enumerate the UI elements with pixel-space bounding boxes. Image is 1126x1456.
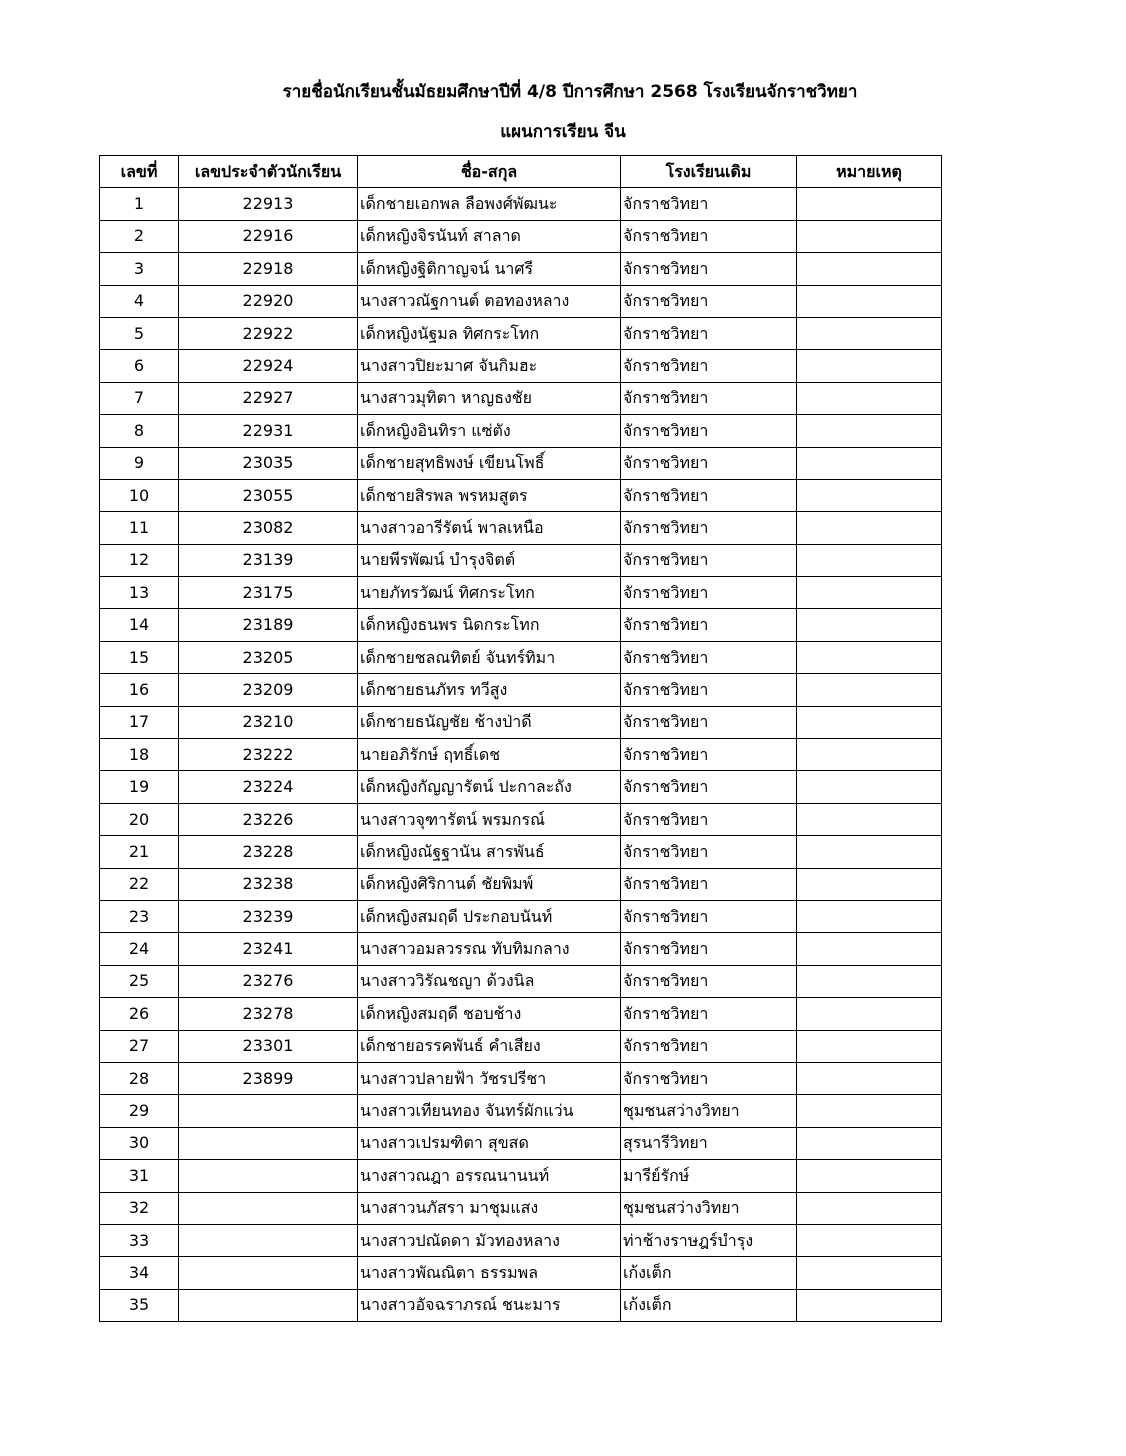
cell-previous-school: จักราชวิทยา <box>621 1030 797 1062</box>
cell-student-id: 23210 <box>179 706 358 738</box>
cell-student-id: 23189 <box>179 609 358 641</box>
cell-remarks <box>797 188 942 220</box>
table-row <box>100 1127 942 1159</box>
table-row <box>100 253 942 285</box>
cell-student-id: 22931 <box>179 415 358 447</box>
cell-remarks <box>797 317 942 349</box>
cell-previous-school: จักราชวิทยา <box>621 933 797 965</box>
cell-number: 20 <box>100 803 179 835</box>
cell-previous-school: จักราชวิทยา <box>621 415 797 447</box>
cell-full-name: นายพีรพัฒน์ บำรุงจิตต์ <box>358 544 621 576</box>
table-row <box>100 285 942 317</box>
cell-student-id: 23224 <box>179 771 358 803</box>
cell-remarks <box>797 350 942 382</box>
cell-full-name: เด็กชายสุทธิพงษ์ เขียนโพธิ์ <box>358 447 621 479</box>
cell-full-name: เด็กชายเอกพล ลือพงศ์พัฒนะ <box>358 188 621 220</box>
table-row <box>100 900 942 932</box>
table-row <box>100 1030 942 1062</box>
cell-full-name: นางสาวนภัสรา มาชุมแสง <box>358 1192 621 1224</box>
table-row <box>100 544 942 576</box>
cell-remarks <box>797 674 942 706</box>
cell-full-name: เด็กหญิงจิรนันท์ สาลาด <box>358 220 621 252</box>
student-roster-table <box>99 155 942 1322</box>
cell-full-name: เด็กหญิงนัฐมล ทิศกระโทก <box>358 317 621 349</box>
table-row <box>100 739 942 771</box>
table-row <box>100 836 942 868</box>
cell-remarks <box>797 415 942 447</box>
cell-number: 33 <box>100 1224 179 1256</box>
cell-full-name: นายภัทรวัฒน์ ทิศกระโทก <box>358 577 621 609</box>
cell-previous-school: จักราชวิทยา <box>621 285 797 317</box>
table-row <box>100 577 942 609</box>
table-row <box>100 771 942 803</box>
cell-number: 16 <box>100 674 179 706</box>
table-row <box>100 1062 942 1094</box>
cell-previous-school: จักราชวิทยา <box>621 836 797 868</box>
cell-remarks <box>797 771 942 803</box>
cell-number: 21 <box>100 836 179 868</box>
table-row <box>100 998 942 1030</box>
cell-previous-school: จักราชวิทยา <box>621 447 797 479</box>
cell-full-name: นางสาวเปรมฑิตา สุขสด <box>358 1127 621 1159</box>
cell-student-id <box>179 1192 358 1224</box>
cell-remarks <box>797 544 942 576</box>
cell-number: 9 <box>100 447 179 479</box>
cell-student-id: 22924 <box>179 350 358 382</box>
cell-previous-school: จักราชวิทยา <box>621 868 797 900</box>
cell-remarks <box>797 803 942 835</box>
cell-previous-school: จักราชวิทยา <box>621 544 797 576</box>
cell-full-name: นางสาวปิยะมาศ จันกิมฮะ <box>358 350 621 382</box>
cell-full-name: เด็กหญิงอินทิรา แซ่ตัง <box>358 415 621 447</box>
cell-student-id: 23082 <box>179 512 358 544</box>
cell-student-id: 23301 <box>179 1030 358 1062</box>
cell-remarks <box>797 998 942 1030</box>
cell-student-id <box>179 1127 358 1159</box>
cell-number: 14 <box>100 609 179 641</box>
table-row <box>100 1192 942 1224</box>
table-row <box>100 933 942 965</box>
cell-number: 13 <box>100 577 179 609</box>
cell-full-name: นายอภิรักษ์ ฤทธิ์เดช <box>358 739 621 771</box>
table-row <box>100 965 942 997</box>
cell-number: 31 <box>100 1160 179 1192</box>
cell-number: 1 <box>100 188 179 220</box>
cell-previous-school: จักราชวิทยา <box>621 512 797 544</box>
cell-student-id: 23238 <box>179 868 358 900</box>
cell-previous-school: จักราชวิทยา <box>621 382 797 414</box>
cell-remarks <box>797 285 942 317</box>
cell-previous-school: จักราชวิทยา <box>621 739 797 771</box>
cell-number: 7 <box>100 382 179 414</box>
cell-number: 19 <box>100 771 179 803</box>
cell-number: 15 <box>100 641 179 673</box>
cell-student-id: 23226 <box>179 803 358 835</box>
cell-full-name: นางสาวเทียนทอง จันทร์ผักแว่น <box>358 1095 621 1127</box>
column-header-remarks: หมายเหตุ <box>797 156 942 188</box>
table-row <box>100 512 942 544</box>
cell-student-id: 22916 <box>179 220 358 252</box>
cell-previous-school: จักราชวิทยา <box>621 771 797 803</box>
cell-number: 6 <box>100 350 179 382</box>
cell-previous-school: จักราชวิทยา <box>621 253 797 285</box>
cell-previous-school: จักราชวิทยา <box>621 188 797 220</box>
cell-remarks <box>797 1257 942 1289</box>
cell-previous-school: จักราชวิทยา <box>621 965 797 997</box>
cell-remarks <box>797 253 942 285</box>
table-row <box>100 641 942 673</box>
table-row <box>100 1289 942 1321</box>
cell-full-name: เด็กชายสิรพล พรหมสูตร <box>358 479 621 511</box>
cell-student-id <box>179 1095 358 1127</box>
cell-full-name: นางสาวจุฑารัตน์ พรมกรณ์ <box>358 803 621 835</box>
cell-student-id <box>179 1224 358 1256</box>
cell-full-name: เด็กชายชลณทิตย์ จันทร์ทิมา <box>358 641 621 673</box>
column-header-student-id: เลขประจำตัวนักเรียน <box>179 156 358 188</box>
cell-number: 8 <box>100 415 179 447</box>
page-title: รายชื่อนักเรียนชั้นมัธยมศึกษาปีที่ 4/8 ปีการศึกษา 2568 โรงเรียนจักราชวิทยา <box>282 82 858 102</box>
cell-number: 5 <box>100 317 179 349</box>
cell-remarks <box>797 577 942 609</box>
cell-number: 25 <box>100 965 179 997</box>
cell-number: 26 <box>100 998 179 1030</box>
cell-full-name: นางสาวณัฐกานต์ ตอทองหลาง <box>358 285 621 317</box>
column-header-number: เลขที่ <box>100 156 179 188</box>
cell-student-id: 22913 <box>179 188 358 220</box>
cell-full-name: นางสาวอมลวรรณ ทับทิมกลาง <box>358 933 621 965</box>
table-row <box>100 317 942 349</box>
cell-full-name: นางสาวปลายฟ้า วัชรปรีชา <box>358 1062 621 1094</box>
cell-number: 35 <box>100 1289 179 1321</box>
cell-remarks <box>797 933 942 965</box>
table-row <box>100 1257 942 1289</box>
cell-student-id: 23278 <box>179 998 358 1030</box>
table-row <box>100 706 942 738</box>
cell-student-id <box>179 1160 358 1192</box>
cell-full-name: นางสาวมุทิตา หาญธงชัย <box>358 382 621 414</box>
cell-number: 3 <box>100 253 179 285</box>
table-row <box>100 1095 942 1127</box>
cell-number: 23 <box>100 900 179 932</box>
cell-number: 34 <box>100 1257 179 1289</box>
cell-student-id: 23239 <box>179 900 358 932</box>
column-header-full-name: ชื่อ-สกุล <box>358 156 621 188</box>
cell-remarks <box>797 382 942 414</box>
cell-previous-school: จักราชวิทยา <box>621 641 797 673</box>
cell-student-id: 23222 <box>179 739 358 771</box>
cell-previous-school: เก้งเต็ก <box>621 1289 797 1321</box>
cell-previous-school: จักราชวิทยา <box>621 350 797 382</box>
cell-previous-school: จักราชวิทยา <box>621 803 797 835</box>
cell-remarks <box>797 1030 942 1062</box>
table-row <box>100 382 942 414</box>
table-row <box>100 803 942 835</box>
cell-student-id: 23209 <box>179 674 358 706</box>
column-header-previous-school: โรงเรียนเดิม <box>621 156 797 188</box>
cell-previous-school: จักราชวิทยา <box>621 609 797 641</box>
cell-full-name: เด็กหญิงฐิติกาญจน์ นาศรี <box>358 253 621 285</box>
table-row <box>100 188 942 220</box>
cell-full-name: เด็กหญิงสมฤดี ชอบช้าง <box>358 998 621 1030</box>
cell-remarks <box>797 868 942 900</box>
cell-student-id: 23241 <box>179 933 358 965</box>
cell-remarks <box>797 447 942 479</box>
cell-number: 30 <box>100 1127 179 1159</box>
cell-student-id: 23276 <box>179 965 358 997</box>
cell-remarks <box>797 739 942 771</box>
cell-full-name: เด็กหญิงธนพร นิดกระโทก <box>358 609 621 641</box>
cell-student-id: 23175 <box>179 577 358 609</box>
cell-remarks <box>797 900 942 932</box>
cell-number: 12 <box>100 544 179 576</box>
cell-remarks <box>797 1095 942 1127</box>
table-row <box>100 220 942 252</box>
cell-remarks <box>797 479 942 511</box>
cell-full-name: นางสาวณฎา อรรณนานนท์ <box>358 1160 621 1192</box>
cell-remarks <box>797 1062 942 1094</box>
cell-student-id: 22918 <box>179 253 358 285</box>
cell-full-name: เด็กหญิงสมฤดี ประกอบนันท์ <box>358 900 621 932</box>
table-header-row <box>100 156 942 188</box>
table-row <box>100 479 942 511</box>
cell-student-id: 23035 <box>179 447 358 479</box>
table-row <box>100 609 942 641</box>
table-row <box>100 868 942 900</box>
cell-student-id: 23055 <box>179 479 358 511</box>
cell-remarks <box>797 1289 942 1321</box>
page-subtitle: แผนการเรียน จีน <box>500 122 626 142</box>
cell-remarks <box>797 641 942 673</box>
cell-remarks <box>797 1127 942 1159</box>
cell-student-id: 23205 <box>179 641 358 673</box>
cell-number: 17 <box>100 706 179 738</box>
table-row <box>100 1224 942 1256</box>
cell-full-name: นางสาวพัณณิตา ธรรมพล <box>358 1257 621 1289</box>
cell-previous-school: ชุมชนสว่างวิทยา <box>621 1192 797 1224</box>
cell-number: 11 <box>100 512 179 544</box>
cell-previous-school: จักราชวิทยา <box>621 577 797 609</box>
cell-full-name: เด็กชายธนภัทร ทวีสูง <box>358 674 621 706</box>
cell-student-id: 23228 <box>179 836 358 868</box>
table-row <box>100 415 942 447</box>
cell-previous-school: จักราชวิทยา <box>621 220 797 252</box>
cell-full-name: นางสาวอารีรัตน์ พาลเหนือ <box>358 512 621 544</box>
cell-full-name: เด็กชายธนัญชัย ช้างป่าดี <box>358 706 621 738</box>
table-row <box>100 447 942 479</box>
cell-number: 32 <box>100 1192 179 1224</box>
cell-number: 28 <box>100 1062 179 1094</box>
cell-number: 24 <box>100 933 179 965</box>
cell-number: 2 <box>100 220 179 252</box>
cell-remarks <box>797 1160 942 1192</box>
cell-number: 10 <box>100 479 179 511</box>
cell-previous-school: จักราชวิทยา <box>621 998 797 1030</box>
cell-student-id: 23139 <box>179 544 358 576</box>
cell-previous-school: ชุมชนสว่างวิทยา <box>621 1095 797 1127</box>
cell-student-id: 23899 <box>179 1062 358 1094</box>
table-row <box>100 350 942 382</box>
cell-previous-school: จักราชวิทยา <box>621 706 797 738</box>
cell-previous-school: สุรนารีวิทยา <box>621 1127 797 1159</box>
cell-student-id: 22922 <box>179 317 358 349</box>
cell-student-id <box>179 1257 358 1289</box>
cell-full-name: เด็กหญิงศิริกานต์ ชัยพิมพ์ <box>358 868 621 900</box>
cell-number: 27 <box>100 1030 179 1062</box>
cell-full-name: นางสาวปณัดดา มัวทองหลาง <box>358 1224 621 1256</box>
cell-remarks <box>797 706 942 738</box>
cell-previous-school: จักราชวิทยา <box>621 479 797 511</box>
cell-full-name: เด็กหญิงณัฐฐานัน สารพันธ์ <box>358 836 621 868</box>
cell-remarks <box>797 1224 942 1256</box>
cell-previous-school: มารีย์รักษ์ <box>621 1160 797 1192</box>
cell-full-name: นางสาวอัจฉราภรณ์ ชนะมาร <box>358 1289 621 1321</box>
cell-previous-school: จักราชวิทยา <box>621 674 797 706</box>
cell-previous-school: จักราชวิทยา <box>621 1062 797 1094</box>
cell-student-id <box>179 1289 358 1321</box>
cell-student-id: 22920 <box>179 285 358 317</box>
cell-full-name: เด็กหญิงกัญญารัตน์ ปะกาละถัง <box>358 771 621 803</box>
cell-previous-school: ท่าช้างราษฎร์บำรุง <box>621 1224 797 1256</box>
table-row <box>100 674 942 706</box>
cell-number: 18 <box>100 739 179 771</box>
cell-previous-school: จักราชวิทยา <box>621 317 797 349</box>
cell-remarks <box>797 609 942 641</box>
table-body <box>100 188 942 1322</box>
cell-remarks <box>797 1192 942 1224</box>
cell-number: 22 <box>100 868 179 900</box>
cell-student-id: 22927 <box>179 382 358 414</box>
cell-remarks <box>797 220 942 252</box>
cell-full-name: นางสาววิรัณชญา ด้วงนิล <box>358 965 621 997</box>
table-row <box>100 1160 942 1192</box>
cell-remarks <box>797 965 942 997</box>
cell-previous-school: จักราชวิทยา <box>621 900 797 932</box>
cell-remarks <box>797 512 942 544</box>
cell-full-name: เด็กชายอรรคพันธ์ คำเสียง <box>358 1030 621 1062</box>
cell-number: 4 <box>100 285 179 317</box>
cell-number: 29 <box>100 1095 179 1127</box>
cell-previous-school: เก้งเต็ก <box>621 1257 797 1289</box>
cell-remarks <box>797 836 942 868</box>
